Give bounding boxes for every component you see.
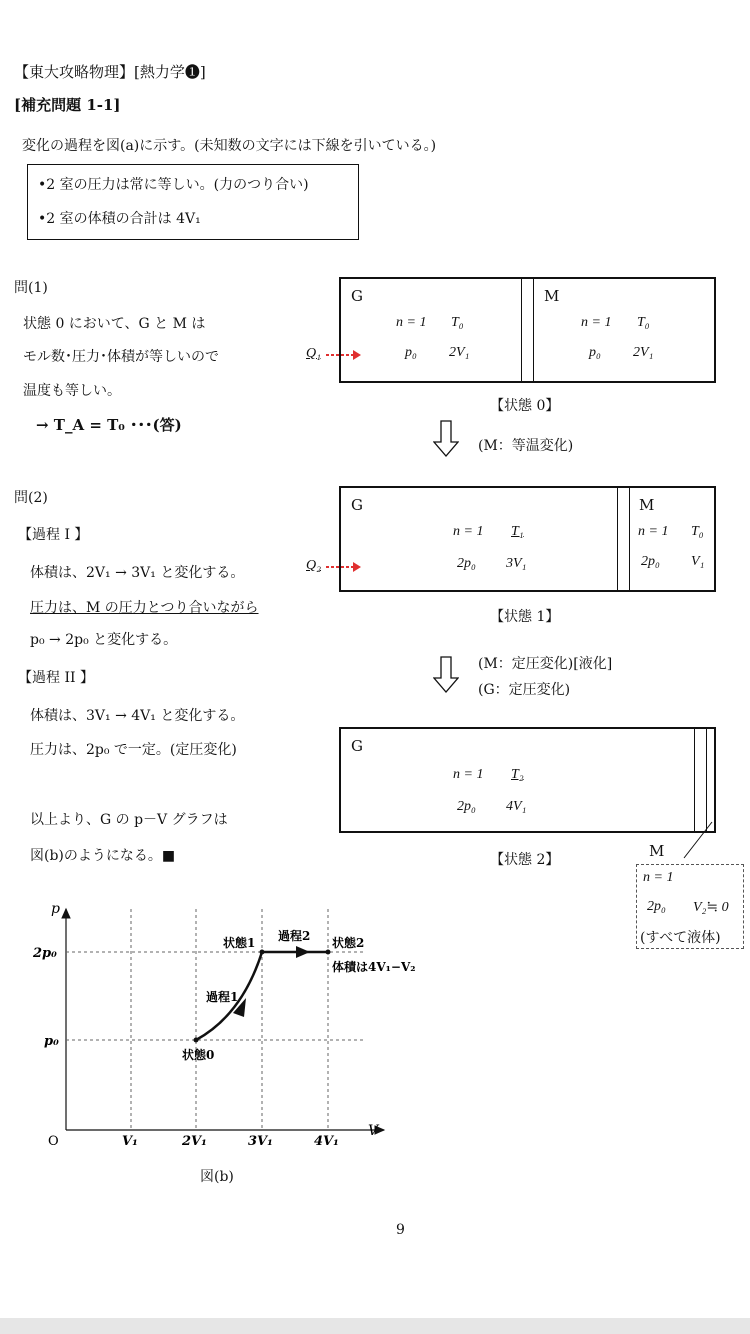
state0-heat-arrow [326,349,362,361]
state1-m-label: M [639,496,655,514]
down-arrow-icon [433,656,459,694]
process2-line-1: 体積は、3V₁ → 4V₁ と変化する。 [30,708,245,724]
graph-caption: 図(b) [200,1169,234,1185]
state2-m-label: M [649,842,665,860]
condition-2: •2 室の体積の合計は 4V₁ [38,211,201,227]
x-tick-2v1: 2V₁ [182,1134,207,1149]
bottom-bar [0,1318,750,1334]
state2-caption: 【状態 2】 [490,852,560,868]
state2-m-box [636,864,744,949]
state1-container [339,486,716,592]
point-state1 [260,950,265,955]
label-volume: 体積は4V₁−V₂ [332,960,416,974]
state2-piston [694,729,707,831]
label-state1: 状態1 [223,936,256,950]
state2-g-label: G [351,737,363,755]
state2-pointer-line [660,820,716,860]
state1-g-label: G [351,496,363,514]
state1-g-V: 3V₁ [506,556,527,571]
problem-title: [補充問題 1-1] [14,96,121,114]
conditions-box [27,164,359,240]
label-state2: 状態2 [332,936,365,950]
state1-heat-arrow [326,561,362,573]
state0-g-T: T₀ [451,315,464,330]
state2-m-V: V₂≒ 0 [693,900,729,915]
state1-heat-label: Q₂ [306,558,321,573]
page-number: 9 [396,1222,405,1238]
label-process1: 過程1 [206,990,239,1004]
label-state0: 状態0 [182,1048,215,1062]
state0-g-p: p₀ [405,345,417,360]
transition-12-g: (G：定圧変化) [478,682,571,698]
x-tick-4v1: 4V₁ [314,1134,339,1149]
q2-label: 問(2) [14,490,48,506]
x-tick-3v1: 3V₁ [248,1134,273,1149]
q1-line-2: モル数･圧力･体積が等しいので [23,349,219,365]
state2-g-V: 4V₁ [506,799,527,814]
label-process2: 過程2 [278,929,311,943]
condition-1: •2 室の圧力は常に等しい。(力のつり合い) [38,177,309,193]
state2-g-T: T₂ [511,767,524,782]
q1-answer: → T_A = T₀ ･･･(答) [36,416,182,434]
conclusion-line-2: 図(b)のようになる。■ [30,848,176,864]
process1-line-1: 体積は、2V₁ → 3V₁ と変化する。 [30,565,245,581]
state0-m-label: M [544,287,560,305]
point-state2 [326,950,331,955]
q1-line-1: 状態 0 において、G と M は [23,316,206,332]
state1-g-n: n = 1 [453,524,484,539]
state0-m-p: p₀ [589,345,601,360]
x-axis-label: V [368,1123,379,1139]
process2-line-2: 圧力は、2p₀ で一定。(定圧変化) [30,742,237,758]
state1-m-p: 2p₀ [641,554,660,569]
state1-g-p: 2p₀ [457,556,476,571]
point-state0 [194,1038,199,1043]
state2-m-p: 2p₀ [647,899,666,914]
down-arrow-icon [433,420,459,458]
y-axis-label: p [51,901,60,917]
state0-container [339,277,716,383]
x-tick-v1: V₁ [122,1134,138,1149]
conclusion-line-1: 以上より、G の p－V グラフは [30,812,228,828]
state1-g-T: T₁ [511,524,524,539]
state0-g-V: 2V₁ [449,345,470,360]
process1-title: 【過程 I 】 [18,527,89,543]
header-title: 【東大攻略物理】[熱力学❶] [14,63,206,81]
q1-label: 問(1) [14,280,48,296]
y-tick-2p0: 2p₀ [33,946,57,961]
state1-m-T: T₀ [691,524,704,539]
process1-line-2: 圧力は、M の圧力とつり合いながら [30,600,259,616]
state2-m-note: (すべて液体) [640,930,721,946]
state0-caption: 【状態 0】 [490,398,560,414]
q1-line-3: 温度も等しい。 [23,383,121,399]
process1-line-3: p₀ → 2p₀ と変化する。 [30,632,178,648]
state0-m-V: 2V₁ [633,345,654,360]
state2-g-p: 2p₀ [457,799,476,814]
pv-graph [30,895,430,1155]
process2-arrowhead [296,946,310,958]
intro-text: 変化の過程を図(a)に示す。(未知数の文字には下線を引いている。) [22,138,437,154]
state2-m-n: n = 1 [643,870,674,885]
state0-m-T: T₀ [637,315,650,330]
state0-g-label: G [351,287,363,305]
state1-caption: 【状態 1】 [490,609,560,625]
state2-container [339,727,716,833]
state1-m-V: V₁ [691,554,705,569]
state1-piston [617,488,630,590]
state0-m-n: n = 1 [581,315,612,330]
transition-01: (M：等温変化) [478,438,574,454]
transition-12-m: (M：定圧変化)[液化] [478,656,613,672]
state2-g-n: n = 1 [453,767,484,782]
state1-m-n: n = 1 [638,524,669,539]
state0-g-n: n = 1 [396,315,427,330]
origin-label: O [48,1134,59,1149]
process2-title: 【過程 II 】 [18,670,94,686]
state0-piston [521,279,534,381]
y-tick-p0: p₀ [44,1034,59,1049]
state0-heat-label: Q₁ [306,346,321,361]
